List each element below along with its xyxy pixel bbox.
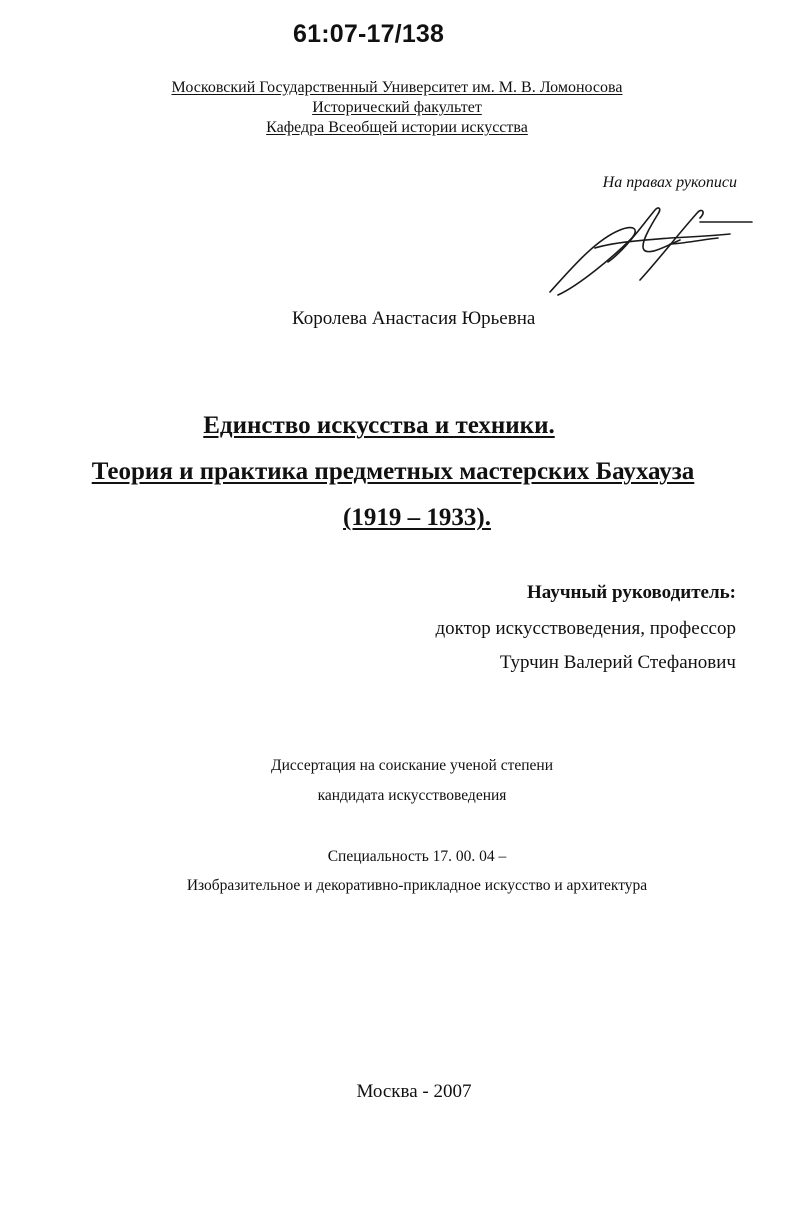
advisor-name: Турчин Валерий Стефанович (499, 652, 736, 673)
archive-code: 61:07-17/138 (293, 20, 445, 48)
signature (540, 200, 755, 300)
dissertation-line-1: Диссертация на соискание ученой степени (271, 757, 553, 774)
place-year: Москва - 2007 (356, 1081, 472, 1102)
manuscript-note: На правах рукописи (602, 174, 737, 191)
title-line-2: Теория и практика предметных мастерских Баухауза (91, 458, 695, 485)
university-name: Московский Государственный Университет им. М. В. Ломоносова (171, 79, 623, 96)
department-name: Кафедра Всеобщей истории искусства (266, 119, 528, 136)
author-name: Королева Анастасия Юрьевна (292, 308, 536, 329)
dissertation-line-2: кандидата искусствоведения (317, 787, 507, 804)
specialty-line-2: Изобразительное и декоративно-прикладное искусство и архитектура (186, 877, 648, 894)
advisor-degree: доктор искусствоведения, профессор (435, 618, 736, 639)
title-line-1: Единство искусства и техники. (203, 412, 555, 439)
advisor-heading: Научный руководитель: (527, 582, 736, 603)
faculty-name: Исторический факультет (312, 99, 482, 116)
title-line-3: (1919 – 1933). (343, 504, 491, 531)
specialty-line-1: Специальность 17. 00. 04 – (327, 848, 507, 865)
